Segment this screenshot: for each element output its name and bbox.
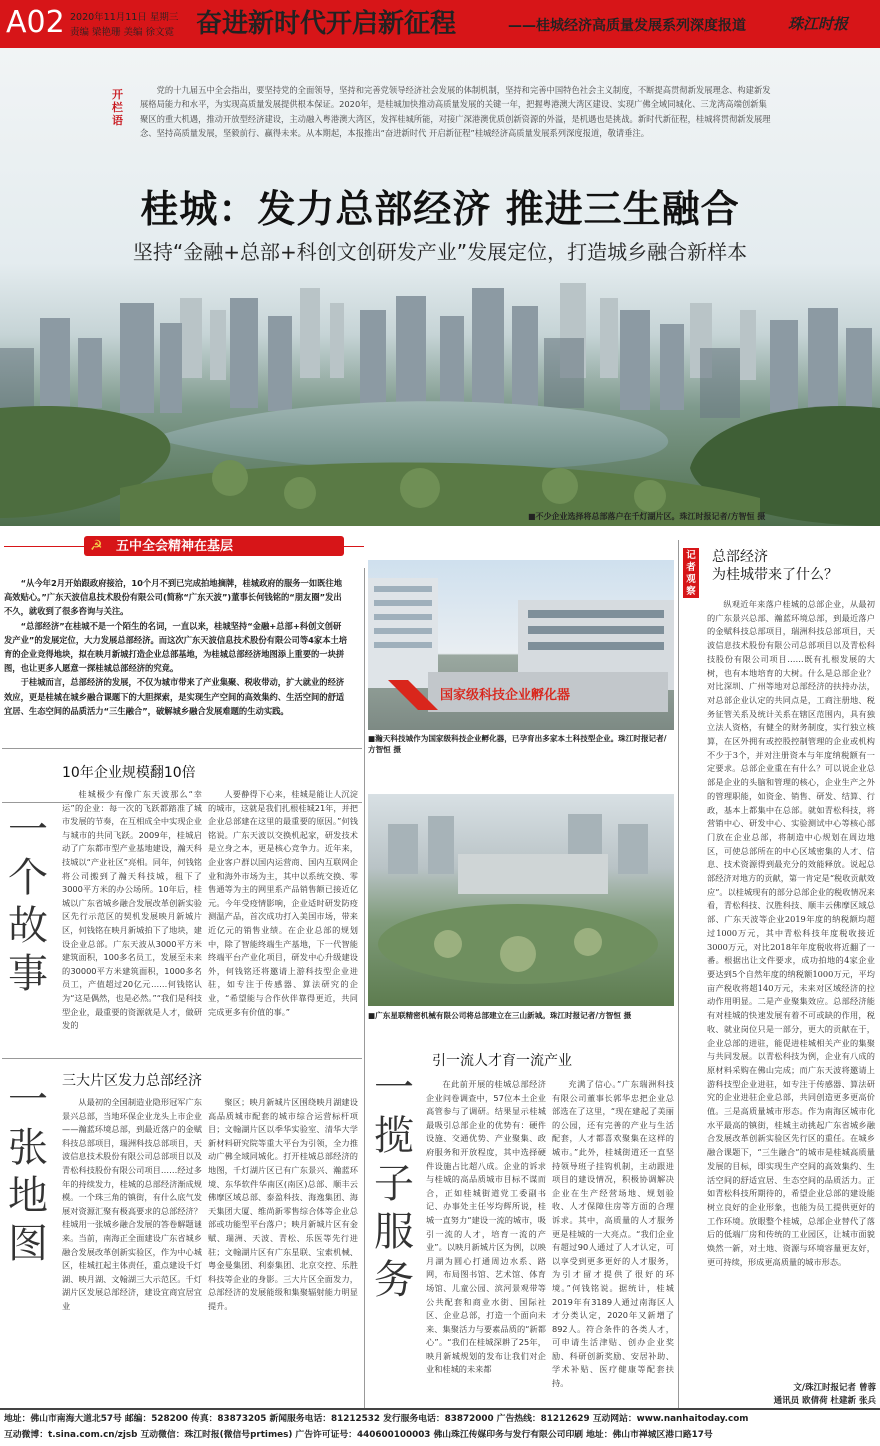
xinglian-caption: ■广东星联精密机械有限公司将总部建立在三山新城。珠江时报记者/方智恒 摄 — [368, 1011, 632, 1020]
byline — [700, 1382, 876, 1408]
lede — [4, 576, 349, 718]
incubator-building-illustration — [368, 560, 674, 730]
vertical-label-story: 一个故事 — [8, 807, 48, 997]
vertical-label-service: 一揽子服务 — [374, 1065, 414, 1303]
story-heading: 10年企业规模翻10倍 — [62, 765, 196, 781]
section-title: 五中全会精神在基层 — [116, 539, 234, 554]
divider — [678, 540, 679, 1408]
intro-text: 党的十九届五中全会指出，要坚持党的全面领导，坚持和完善党领导经济社会发展的体制机制，坚持和完善中国特色社会主义制度，不断提高贯彻新发展理念、构建新发展格局能力和水平，为实现高质量发展提供根本保证。2020年，是桂城加快推动高质量发展的关键一年，把握粤港澳大湾区建设、实现广佛全域同城化、三龙湾高端创新集聚区的重大机遇，推动开放型经济建设，主动融入粤港澳大湾区，发挥桂城所能，对接广深港澳优质创新资源的外溢，是机遇也是挑战。新时代新征程，桂城将贯彻新发展理念、坚持高质量发展，坚毅前行、赢得未来。从本期起，本报推出“奋进新时代 开启新征程”桂城经济高质量发展系列深度报道，敬请垂注。 — [140, 85, 771, 138]
incubator-sign: 国家级科技企业孵化器 — [440, 688, 571, 703]
intro-tag: 开栏语 — [112, 88, 123, 127]
story-column-2: 人要静得下心来，桂城是能让人沉淀的城市，这就是我们扎根桂城21年，并把企业总部建在这里的最重要的原因。”何钱铭说。广东天波以交换机起家，研发技术是立身之本，更是核心竞争力。近年来，企业客户群以国内运营商、国内互联网企业和海外市场为主，其中以系统交换、零售通等为主的网里系产品销售额已接近亿元。今年受疫情影响，企业适时研发防疫测温产品，首次成功打入美国市场，带来近亿元的销售业绩。在企业总部的规划中，除了智能终端生产基地，下一代智能终端平台产业化项目，研发中心升级建设外，何钱铭还将邀请上游科技型企业进驻，如专注于传感器、算法研究的企业，“希望能与合作伙伴靠得更近，共同完成更多有价值的事。” — [208, 789, 358, 1017]
page-number: A02 — [6, 5, 65, 40]
byline-reporter: 文/珠江时报记者 曾蓉 — [793, 1383, 876, 1393]
observation-title-line: 总部经济 — [712, 549, 768, 565]
vertical-label-map: 一张地图 — [8, 1077, 48, 1267]
footer-line-1: 地址：佛山市南海大道北57号 邮编：528200 传真：83873205 新闻服务电话：81212532 发行服务电话：83872000 广告热线：81212629 互动网站：www.nanhaitoday.com — [4, 1414, 749, 1424]
lede-paragraph: “从今年2月开始跟政府接洽，10个月不到已完成拍地摘牌，桂城政府的服务一如既往地高效贴心。”广东天波信息技术股份有限公司(简称“广东天波”)董事长何钱铭的“朋友圈”发出不久，就收到了很多咨询与关注。 — [4, 578, 343, 617]
map-column-2: 聚区；映月新城片区围绕映月湖建设高品质城市配套的城市综合运营标杆项目；文翰湖片区以季华实验室、清华大学新材料研究院等重大平台为引领，全力推动广佛全域同城化。打开桂城总部经济的地图，千灯湖片区已有广东景兴、瀚蓝环境、东华软件华南区(南区)总部、顺丰云佛摩区域总部、泰盈科技、海逸集团、海天集团大厦、维尚新零售综合体等企业总部或功能型平台落户；映月新城片区有金赋、瑞洲、天波、青松、乐医等先行进驻；文翰湖片区有广东星联、宝索机械、粤金曼集团、利泰集团、北京交控、乐胜科技等企业的身影。三大片区全面发力，总部经济的发展能级和集聚辐射能力明显提升。 — [208, 1097, 358, 1311]
story-column-1: 桂城极少有像广东天波那么“幸运”的企业：每一次的飞跃都踏准了城市发展的节奏，在互相成全中实现企业与城市的共同飞跃。2009年，桂城启动了广东都市型产业基地建设，瀚天科技城以“产业社区”亮相。同年，何钱铭将公司搬到了瀚天科技城，租下了3000平方米的办公场所。10年后，桂城以广东省城乡融合发展改革创新实验区先行示范区的契机发展映月新城片区，何钱铭在映月新城拍下了地块，建设企业总部。广东天波从3000平方米建筑面积，100多名员工，发展至未来的30000平方米建筑面积，1000多名员工，产值超过20亿元……何钱铭认为“这是偶然，也是必然。”“我们是科技型企业，最重要的资源就是人才，做研发的 — [62, 789, 202, 1031]
masthead-slogan: 奋进新时代开启新征程 — [196, 9, 457, 39]
byline-correspondents: 通讯员 欧倩荷 杜建新 张兵 — [773, 1396, 876, 1406]
map-heading: 三大片区发力总部经济 — [62, 1073, 202, 1089]
newspaper-logo: 珠江时报 — [788, 15, 849, 33]
editors-credit: 责编 梁艳珊 美编 徐文霓 — [70, 27, 175, 38]
observation-title-line: 为桂城带来了什么？ — [712, 567, 838, 583]
series-title: ——桂城经济高质量发展系列深度报道 — [508, 18, 746, 34]
incubator-caption: ■瀚天科技城作为国家级科技企业孵化器，已孕育出多家本土科技型企业。珠江时报记者/方智恒 摄 — [368, 734, 667, 754]
service-heading: 引一流人才育一流产业 — [432, 1053, 572, 1069]
main-headline: 桂城：发力总部经济 推进三生融合 — [140, 187, 740, 231]
divider — [364, 568, 365, 1408]
divider — [2, 1058, 362, 1059]
lede-paragraph: “总部经济”在桂城不是一个陌生的名词，一直以来，桂城坚持“金融+总部+科创文创研发产业”的发展定位，大力发展总部经济。而这次广东天波信息技术股份有限公司等4家本土培育的企业竞得地块，拟在映月新城打造企业总部基地，为桂城总部经济地图添上重要的一块拼图，也让更多人愿意一探桂城总部经济的究竟。 — [4, 620, 348, 674]
footer-line-2: 互动微博：t.sina.com.cn/zjsb 互动微信：珠江时报(微信号prtimes) 广告许可证号：440600100003 佛山珠江传媒印务与发行有限公司印刷 地址：佛山市禅城区港口路17号 — [4, 1430, 713, 1440]
service-column-2: 充满了信心。”广东瑞洲科技有限公司董事长郭华忠把企业总部选在了这里，“现在建起了美丽的公园，还有完善的产业与生活配套，人才都喜欢聚集在这样的城市。”此外，桂城街道还一直坚持领导班子挂钩机制，主动跟进项目的建设情况，积极协调解决企业在生产经营场地、规划验收、人才保障住房等方面的合理诉求。其中，高质量的人才服务更是桂城的一大亮点。“我们企业有超过90人通过了人才认定，可以享受到更多更好的人才服务，为引才留才提供了很好的环境。”何钱铭说。据统计，桂城2019年有3189人通过南海区人才分类认定，2020年又新增了892人。符合条件的各类人才，可申请生活津贴、创办企业奖励、科研创新奖励、安居补助、学术补贴、医疗健康等配套扶持。 — [552, 1079, 674, 1389]
issue-date: 2020年11月11日 星期三 — [70, 12, 179, 23]
party-emblem-icon: ☭ — [90, 538, 103, 554]
sub-headline: 坚持“金融+总部+科创文创研发产业”发展定位，打造城乡融合新样本 — [132, 240, 748, 264]
divider — [2, 748, 362, 749]
map-column-1: 从最初的全国制造业隐形冠军广东景兴总部，当地环保企业龙头上市企业——瀚蓝环境总部，到最近落户的金赋科技总部项目，瑞洲科技总部项目，天波信息技术股份有限公司总部项目以及青松科技股份有限公司项目……经过多年的持续发力，桂城的总部经济渐成规模。一个珠三角的镇街，有什么底气发展对资源汇聚有极高要求的总部经济？桂城用一张城乡融合发展的答卷解题谜来。当前，南海正全面建设广东省城乡融合发展改革创新实验区，作为中心城区，桂城扛起主体责任，重点建设千灯湖、映月湖、文翰湖三大示范区。千灯湖片区发展总部经济，建设宜商宜居宜业 — [62, 1097, 202, 1311]
hero-caption: ■不少企业选择将总部落户在千灯湖片区。珠江时报记者/方智恒 摄 — [528, 512, 766, 521]
incubator-photo — [368, 560, 674, 730]
observation-body: 纵观近年来落户桂城的总部企业，从最初的广东景兴总部、瀚蓝环境总部，到最近落户的金赋科技总部项目，瑞洲科技总部项目，天波信息技术股份有限公司总部项目以及青松科技股份有限公司项目……既有扎根发展的大树，也有本地培育的大树。什么是总部企业？对比深圳、广州等地对总部经济的扶持办法，对总部企业认定的共同点是，工商注册地、税务征管关系及统计关系在辖区范围内，具有独立法人资格，有健全的财务制度，实行独立核算，在区外拥有或控股控制管理的企业或机构不少于3个，并对注册资本与年度纳税额有一定要求。总部企业重在有什么？可以说企业总部是企业的头脑和管理的核心，企业生产之外的管理职能，如资金、销售、研发、结算、行政，基本上都集中在总部。就如青松科技，将营销中心、研发中心、实验测试中心等核心部门放在企业总部，将制造中心规划在周边地区，可使总部所在的中心区域密集的人才、信息、技术资源得到最充分的效能释放。说起总部经济对地方的贡献，第一肯定是“税收贡献效应”。以桂城现有的部分总部企业的税收情况来看，青松科技、汉胜科技、顺丰云佛摩区域总部、广东天波等企业2019年度的纳税额均超过1000万元，其中青松科技年度税收接近3000万元，对比2018年年度税收将近翻了一番。根据出让文件要求，成功拍地的4家企业要达到5个自然年度的纳税额1000万元，平均亩产税收将超140万元，未来对区域经济的拉动作用明显。二是产业聚集效应。总部经济能有对桂城的快速发展有着不可或缺的作用，税收、就业岗位只是一部分，更大的贡献在于，企业总部的进驻，能促进桂城相关产业的集聚与共同发展。以青松科技为例，企业有八成的原材料采购在佛山完成；而广东天波将邀请上游科技型企业进驻，如专注于传感器、算法研究的企业进驻企业总部，共同创造更多更高价值。三是高质量城市形态。作为南海区城市化水平最高的镇街，桂城主动挑起广东省城乡融合发展改革创新实验区先行区的重任。在城乡融合课题下，“三生融合”的城市是桂城高质量发展的目标，即实现生产空间的高效集约、生活空间的舒适宜居、生态空间的品质活力。正如青松科技所期待的，希望企业总部的建设能树立良好的企业形象，也能为员工提供更好的工作环境。放眼整个桂城，总部企业替代了落后的低端厂房和传统的工业园区，让城市面貌焕然一新，对土地、资源与环境容量更友好，更可持续，形成更高质量的城市形态。 — [707, 599, 875, 1267]
observation-title — [712, 548, 872, 584]
xinglian-campus-illustration — [368, 794, 674, 1006]
observation-tag: 记者观察 — [683, 548, 699, 598]
lede-paragraph: 于桂城而言，总部经济的发展，不仅为城市带来了产业集聚、税收带动，扩大就业的经济效应，更是桂城在城乡融合课题下的大胆探索，是实现生产空间的高效集约、生活空间的舒适宜居、生态空间的品质活力“三生融合”，破解城乡融合发展难题的生动实践。 — [4, 677, 345, 716]
xinglian-photo — [368, 794, 674, 1006]
service-column-1: 在此前开展的桂城总部经济企业问卷调查中，57位本土企业高管参与了调研。结果显示桂城最吸引总部企业的优势有：硬件设施、交通优势、产业聚集、政府服务和开放程度，其中选择硬件设施占比超八成。企业的诉求与桂城的高品质城市目标不谋而合，正如桂城街道党工委副书记、办事处主任岑均辉所说，桂城一直努力“建设一流的城市，吸引一流的人才，培育一流的产业”。以映月新城片区为例，以映月湖为圆心打通周边水系、路网，布局图书馆、艺术馆、体育场馆、儿童公园、滨河景观带等公共配套和商业水街、国际社区、企业总部，打造一个面向未来、集聚活力与要素品质的“新都心”。“我们在桂城深耕了25年，映月新城规划的发布让我们对企业和桂城的未来都 — [426, 1079, 546, 1375]
